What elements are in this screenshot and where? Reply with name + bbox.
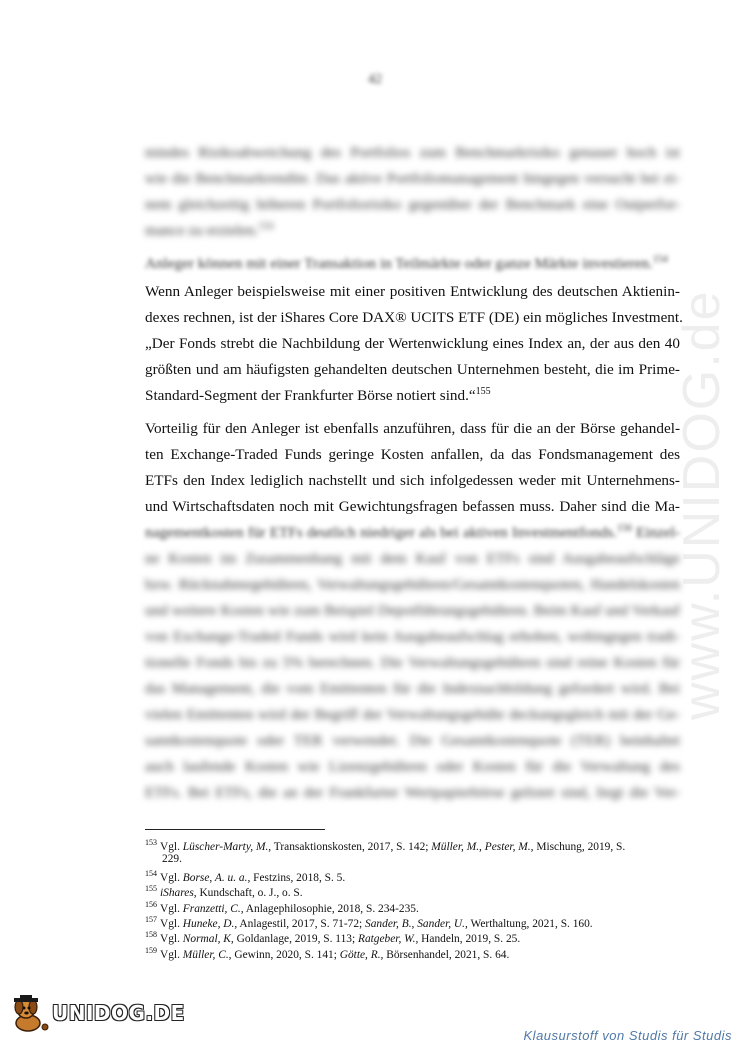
footnote-text: Festzins, 2018, S. 5. [250, 871, 346, 884]
footnote-text: Vgl. [160, 948, 183, 961]
footnote-author: Huneke, D., [182, 917, 238, 930]
footnote-text: Vgl. [160, 933, 183, 946]
text-line: und Wirtschaftsdaten noch mit Gewichtungsfragen befassen muss. Daher sind die Ma- [145, 498, 680, 515]
text-line: Standard-Segment der Frankfurter Börse notiert sind.“$^{155}$ [145, 385, 491, 404]
footnote-author: Ratgeber, W., [357, 933, 419, 946]
footnote-text: Handeln, 2019, S. 25. [418, 933, 521, 946]
footnote-text: Anlagestil, 2017, S. 71-72; [237, 917, 366, 930]
footnote-author: Franzetti, C., [182, 902, 244, 915]
footnote-number: 153 [145, 838, 157, 847]
footnote-159 [145, 946, 509, 961]
text-line: samtkostenquote oder TER verwendet. Die Gesamtkostenquote (TER) beinhaltet [145, 732, 680, 749]
footnote-number: 155 [145, 884, 157, 894]
footnote-number: 156 [145, 899, 157, 909]
text-line: größten und am häufigsten gehandelten deutschen Unternehmen besteht, die im Prime- [145, 361, 680, 378]
footnote-author: Müller, C., [182, 948, 232, 961]
footnote-number: 159 [145, 945, 157, 955]
text-line: von Exchange-Traded Funds wird kein Ausgabeaufschlag erhoben, wohingegen tradi- [145, 628, 680, 645]
text-line: mindes Risikoabweichung des Portfolios zum Benchmarkrisiko genauer hoch ist [145, 144, 680, 161]
dog-icon [10, 995, 54, 1035]
text-line: ne Kosten im Zusammenhang mit dem Kauf von ETFs sind Ausgabeaufschläge [145, 550, 680, 567]
footnote-author: Götte, R., [339, 948, 384, 961]
footnote-number: 154 [145, 868, 157, 878]
text-line: das Management, die vom Emittenten für die Indexnachbildung gefordert wird. Bei [145, 680, 680, 697]
logo-text: UNIDOG.DE [52, 1001, 185, 1025]
footnote-author: Müller, M., Pester, M., [431, 840, 534, 853]
text-line: bzw. Rücknahmegebühren, Verwaltungsgebühren/Gesamtkostenquoten, Handelskosten [145, 576, 680, 593]
footnote-text: Anlagephilosophie, 2018, S. 234-235. [243, 902, 419, 915]
text-line: Vorteilig für den Anleger ist ebenfalls anzuführen, dass für die an der Börse gehandel- [145, 420, 680, 437]
text-line: nagementkosten für ETFs deutlich niedriger als bei aktiven Investmentfonds.$^{156}$ Einzel- [145, 522, 680, 541]
watermark-text: www.UNIDOG.de [673, 289, 731, 720]
footnote-156 [145, 900, 419, 915]
text-line: wie die Benchmarkrendite. Das aktive Portfoliomanagement hingegen versucht bei ei- [145, 170, 680, 187]
footnote-author: iShares, [160, 886, 197, 899]
footnote-158 [145, 930, 520, 945]
text-line: nem gleichzeitig höheren Portfoliorisiko gegenüber der Benchmark eine Outperfor- [145, 196, 680, 213]
footnote-continuation: 229. [162, 853, 182, 866]
footnote-155 [145, 884, 303, 899]
text-line: ten Exchange-Traded Funds geringe Kosten anfallen, da das Fondsmanagement des [145, 446, 680, 463]
page-number: 42 [368, 72, 382, 87]
text-line: mance zu erzielen.$^{154}$ [145, 220, 274, 239]
footnote-author: Borse, A. u. a., [182, 871, 251, 884]
footnote-153 [145, 838, 625, 853]
footnote-separator [145, 829, 325, 830]
text-line: und weitere Kosten wie zum Beispiel Depotführungsgebühren. Beim Kauf und Verkauf [145, 602, 680, 619]
footnote-author: Normal, K, [182, 933, 234, 946]
footnote-text: Börsenhandel, 2021, S. 64. [383, 948, 510, 961]
text-line: dexes rechnen, ist der iShares Core DAX® UCITS ETF (DE) ein mögliches Investment. [145, 309, 683, 326]
footnote-154 [145, 869, 345, 884]
footnote-text: Goldanlage, 2019, S. 113; [233, 933, 358, 946]
text-line: ETFs den Index lediglich nachstellt und sich infolgedessen weder mit Unternehmens- [145, 472, 680, 489]
text-line: Anleger können mit einer Transaktion in Teilmärkte oder ganze Märkte investieren.$^{154}$ [145, 253, 668, 272]
footnote-text: Vgl. [160, 840, 183, 853]
unidog-logo [10, 995, 185, 1033]
footnote-text: Kundschaft, o. J., o. S. [196, 886, 303, 899]
text-line: Wenn Anleger beispielsweise mit einer positiven Entwicklung des deutschen Aktienin- [145, 283, 680, 300]
text-line: tionelle Fonds bis zu 5% berechnen. Die Verwaltungsgebühren sind reine Kosten für [145, 654, 680, 671]
text-line: „Der Fonds strebt die Nachbildung der Wertenwicklung eines Index an, der aus den 40 [145, 335, 680, 352]
footnote-text: Gewinn, 2020, S. 141; [231, 948, 340, 961]
footnote-text: Werthaltung, 2021, S. 160. [467, 917, 593, 930]
footnote-157 [145, 915, 593, 930]
text-line: ETFs. Bei ETFs, die an der Frankfurter Wertpapierbörse gelistet sind, liegt die Ver- [145, 784, 680, 801]
footnote-number: 158 [145, 930, 157, 940]
footnote-text: Transaktionskosten, 2017, S. 142; [271, 840, 432, 853]
footnote-text: Vgl. [160, 871, 183, 884]
footnote-author: Sander, B., Sander, U., [365, 917, 468, 930]
tagline: Klausurstoff von Studis für Studis [523, 1028, 732, 1043]
footnote-number: 157 [145, 915, 157, 924]
footnote-author: Lüscher-Marty, M., [182, 840, 272, 853]
footnote-text: Vgl. [160, 902, 183, 915]
text-line: vielen Emittenten wird der Begriff der Verwaltungsgebühr deckungsgleich mit der Ge- [145, 706, 680, 723]
text-line: auch laufende Kosten wie Lizenzgebühren oder Kosten für die Verwaltung des [145, 758, 680, 775]
footnote-text: Mischung, 2019, S. [533, 840, 626, 853]
footnote-text: Vgl. [160, 917, 183, 930]
